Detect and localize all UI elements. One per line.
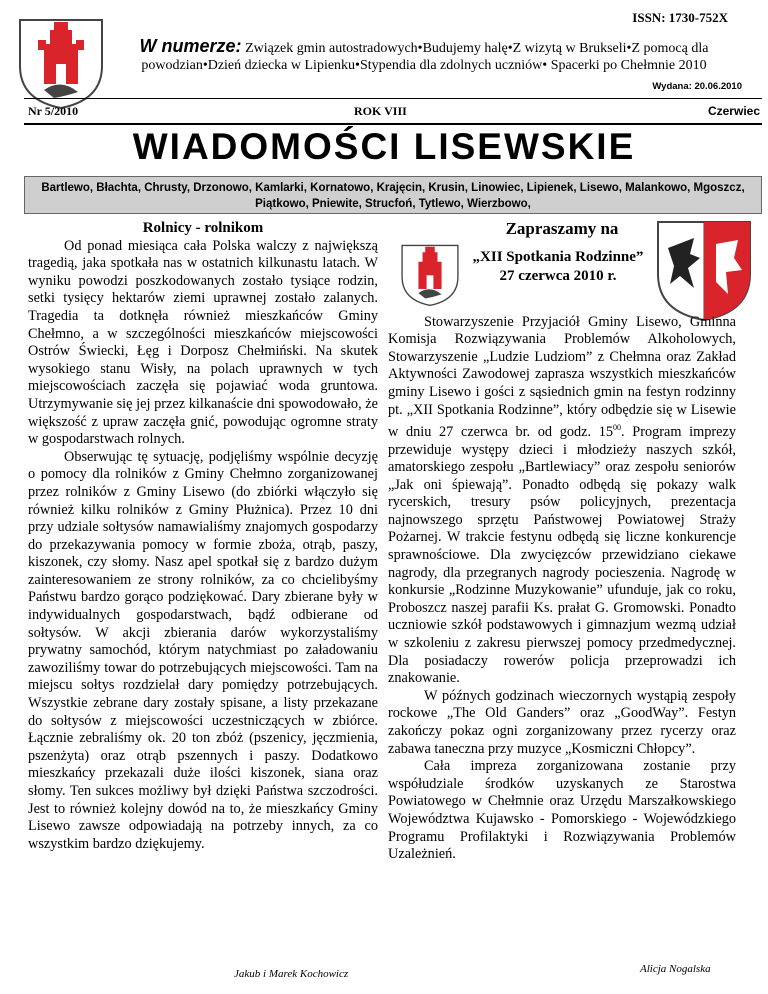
event-title-line2: 27 czerwca 2010 r. (499, 267, 617, 284)
issue-month: Czerwiec (707, 104, 760, 118)
in-issue-text: Związek gmin autostradowych•Budujemy halę•Z wizytą w Brukseli•Z pomocą dla powodzian•Dzień dziecka w Lipienku•Stypendia dla zdolnych uczniów• Spacerki po Chełmnie 2010 (141, 41, 709, 73)
article-right-heading: Zapraszamy na (505, 219, 619, 238)
article-right (388, 220, 736, 864)
event-title-line1: „XII Spotkania Rodzinne” (472, 248, 644, 265)
in-issue-box (118, 38, 730, 74)
article-right-paragraph: Cała impreza zorganizowana zostanie przy współudziale środków uzyskanych ze Starostwa Powiatowego w Chełmnie oraz Urzędu Marszałkowskiego Województwa Kujawsko - Pomorskiego - Wojewódzkiego Programu Profilaktyki i Rozwiązywania Problemów Uzależnień. (388, 758, 736, 863)
article-left (28, 220, 378, 853)
in-issue-label: W numerze: (139, 36, 242, 56)
article-right-p1: Stowarzyszenie Przyjaciół Gminy Lisewo, Gminna Komisja Rozwiązywania Problemów Alkoholowych, Stowarzyszenie „Ludzie Ludziom” z Chełmna oraz Zakład Aktywności Zawodowej zaprasza wszystkich mieszkańców gminy Lisewo i gości z sąsiednich gmin na festyn rodzinny pt. „XII Spotkania Rodzinne”, który odbędzie się w Lisewie w dniu 27 czerwca br. od godz. 15 (388, 313, 736, 440)
article-left-paragraph: Obserwując tę sytuację, podjęliśmy wspólnie decyzję o pomocy dla rolników z Gminy Chełmno zorganizowanej przez rolników z Gminy Lisewo (do zbiórki włączyło się również kilku rolników z Gminy Płużnica). Przez 10 dni przy udziale sołtysów namawialiśmy znajomych gospodarzy do przekazywania pomocy w formie zboża, otrąb, paszy, kiszonek, czy słomy. Nasz apel spotkał się z bardzo dużym zainteresowaniem ze strony rolników, za co chcielibyśmy Państwu bardzo gorąco podziękować. Dary zbierane były w indywidualnych gospodarstwach, bądź odbierane od sołtysów. W akcji zbierania darów wykorzystaliśmy prywatny samochód, którym natychmiast po załadowaniu zawoziliśmy towar do potrzebujących miejscowości. Tam na miejscu sołtys rozdzielał dary pomiędzy potrzebujących. Wszystkie zebrane dary zostały spisane, a listy przekazane do sołtysów z miejscowości uczestniczących w zbiórce. Łącznie zebraliśmy ok. 20 ton zbóż (pszenicy, jęczmienia, pszenżyta) oraz otrąb pszennych i paszy. Dodatkowo mieszkańcy przekazali duże ilości kiszonek, siana oraz słomy. Ten sukces możliwy był dzięki Państwa szczodrości. Jest to również kolejny dowód na to, że mieszkańcy Gminy Lisewo zawsze odpowiadają na potrzeby innych, za co wszystkim bardzo dziękujemy. (28, 448, 378, 852)
article-left-title: Rolnicy - rolnikom (142, 220, 264, 236)
article-right-paragraph: W późnych godzinach wieczornych wystąpią zespoły rockowe „The Old Ganders” oraz „GoodWay”. Festyn zakończy pokaz ogni zorganizowany przez rycerzy oraz zabawa taneczna przy muzyce „Kosmiczni Chłopcy”. (388, 687, 736, 757)
article-right-signature: Alicja Nogalska (640, 963, 711, 975)
villages-list: Bartlewo, Błachta, Chrusty, Drzonowo, Kamlarki, Kornatowo, Krajęcin, Krusin, Linowiec, Lipienek, Lisewo, Malankowo, Mgoszcz, Piątkowo, Pniewite, Strucfoń, Tytlewo, Wierzbowo, (24, 176, 762, 214)
issue-date: Wydana: 20.06.2010 (652, 81, 742, 92)
article-right-p1-end: . Program imprezy przewiduje występy dzieci i młodzieży naszych szkół, amatorskiego zespołu „Bartlewiacy” oraz zespołu seniorów „Jak oni śpiewają”. Ponadto odbędą się pokazy walk rycerskich, tresury psów policyjnych, prezentacja najnowszego sprzętu Państwowej Powiatowej Straży Pożarnej. W trakcie festynu odbędą się liczne konkurencje sprawnościowe. Dla zwycięzców przewidziano ciekawe nagrody, dla przegranych nagrody pocieszenia. Nagrodę w konkursie „Rodzinne Muzykowanie” ufunduje, jak co roku, Proboszcz naszej parafii Ks. prałat G. Gromowski. Ponadto uczniowie szkół podstawowych i gimnazjum wezmą udział w szkoleniu z zakresu pierwszej pomocy przedmedycznej. Dla posiadaczy rowerów policja przeprowadzi ich znakowanie. (388, 423, 736, 687)
article-right-paragraph (388, 314, 736, 688)
issue-year: ROK VIII (354, 104, 407, 118)
event-title (458, 248, 658, 286)
lisewo-crest-icon (14, 14, 108, 110)
issue-number: Nr 5/2010 (28, 104, 79, 118)
newspaper-title: WIADOMOŚCI LISEWSKIE (132, 126, 636, 167)
issue-bar (24, 98, 762, 125)
article-left-signature: Jakub i Marek Kochowicz (234, 968, 349, 980)
issn-label: ISSN: 1730-752X (632, 10, 728, 25)
time-superscript: 00 (613, 423, 622, 433)
article-left-paragraph: Od ponad miesiąca cała Polska walczy z największą tragedią, jaka spotkała nas w ostatnich kilkunastu latach. W wyniku powodzi poszkodowanych zostało tysiące rodzin, setki tysięcy hektarów ziemi uprawnej zostało zalanych. Tragedia ta dotknęła również mieszkańców Gminy Chełmno, a w szczególności mieszkańców miejscowości Ostrów Świecki, Łęg i Dorposz Chełmiński. Na skutek wysokiego stanu Wisły, na polach uprawnych w tych miejscowościach zaczęła się pojawiać woda gruntowa. Utrzymywanie się jej przez kilkanaście dni spowodowało, że większość z upraw zaczęła gnić, powodując ogromne straty w gospodarstwach rolnych. (28, 237, 378, 448)
